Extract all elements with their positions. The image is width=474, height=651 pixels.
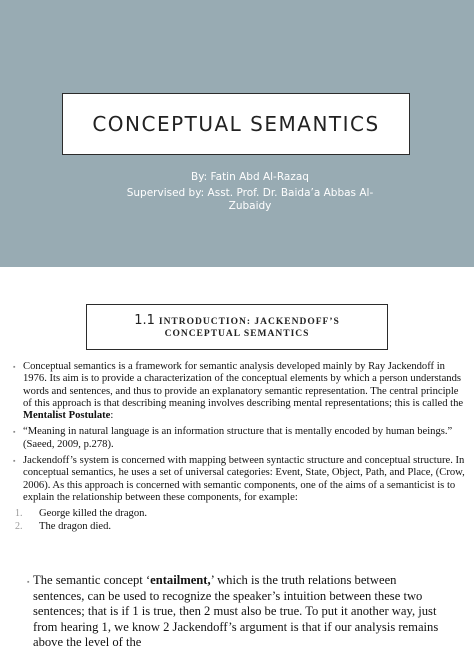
bullet-icon: ▪	[27, 578, 30, 586]
entailment-paragraph	[27, 573, 443, 651]
bullet-icon: ▪	[13, 457, 16, 466]
paragraph-definition	[13, 361, 465, 422]
list-item	[13, 521, 465, 534]
paragraph-text: Conceptual semantics is a framework for semantic analysis developed mainly by Ray Jackendoff in 1976. Its aim is to provide a characterization of the conceptual elements by which a person understands words and sentences, and thus to provide an explanatory semantic representation. The central principle of this approach is that describing meaning involves describing mental representations; this is called the	[23, 361, 464, 409]
list-item-text: The dragon died.	[39, 520, 112, 532]
list-number: 1.	[15, 508, 23, 520]
mentalist-postulate-term: Mentalist Postulate	[23, 410, 111, 422]
entailment-term: entailment,	[150, 573, 211, 587]
paragraph-system	[13, 455, 465, 504]
supervisor-line-1: Supervised by: Asst. Prof. Dr. Baida’a Abbas Al-	[126, 187, 374, 199]
supervisor-line-2: Zubaidy	[228, 200, 272, 212]
entailment-text-rest: ’ which is the truth relations between sentences, can be used to recognize the speaker’s intuition between these two sentences; that is if 1 is true, then 2 must also be true. To put it another way, just from hearing 1, we know 2 Jackendoff’s argument is that if our analysis remains above the level of the	[33, 573, 439, 649]
section-heading-line-2: CONCEPTUAL SEMANTICS	[164, 329, 310, 339]
section-heading-box	[86, 304, 388, 350]
system-text: Jackendoff’s system is concerned with mapping between syntactic structure and conceptual structure. In conceptual semantics, he uses a set of universal categories: Event, State, Object, Path, and Place, (Crow, 2006). As this approach is concerned with semantic components, one of the aims of a semanticist is to explain the relationship between these components, for example:	[23, 455, 465, 503]
list-item	[13, 508, 465, 521]
slide-title: CONCEPTUAL SEMANTICS	[92, 112, 380, 136]
bullet-icon: ▪	[13, 428, 16, 437]
paragraph-end: :	[110, 410, 114, 422]
title-box	[62, 93, 410, 155]
entailment-text-start: The semantic concept ‘	[33, 573, 151, 587]
list-item-text: George killed the dragon.	[39, 508, 148, 520]
intro-body	[13, 361, 465, 533]
intro-slide	[0, 267, 474, 540]
section-heading-line-1: INTRODUCTION: JACKENDOFF’S	[158, 317, 340, 327]
section-number: 1.1	[134, 313, 155, 328]
bullet-icon: ▪	[13, 363, 16, 371]
paragraph-quote	[13, 426, 465, 451]
quote-text: “Meaning in natural language is an information structure that is mentally encoded by human beings.” (Saeed, 2009, p.278).	[23, 426, 453, 450]
author-line: By: Fatin Abd Al-Razaq	[191, 171, 309, 183]
list-number: 2.	[15, 520, 23, 532]
examples-list	[13, 508, 465, 533]
entailment-slide	[0, 540, 474, 649]
title-slide	[0, 0, 474, 267]
